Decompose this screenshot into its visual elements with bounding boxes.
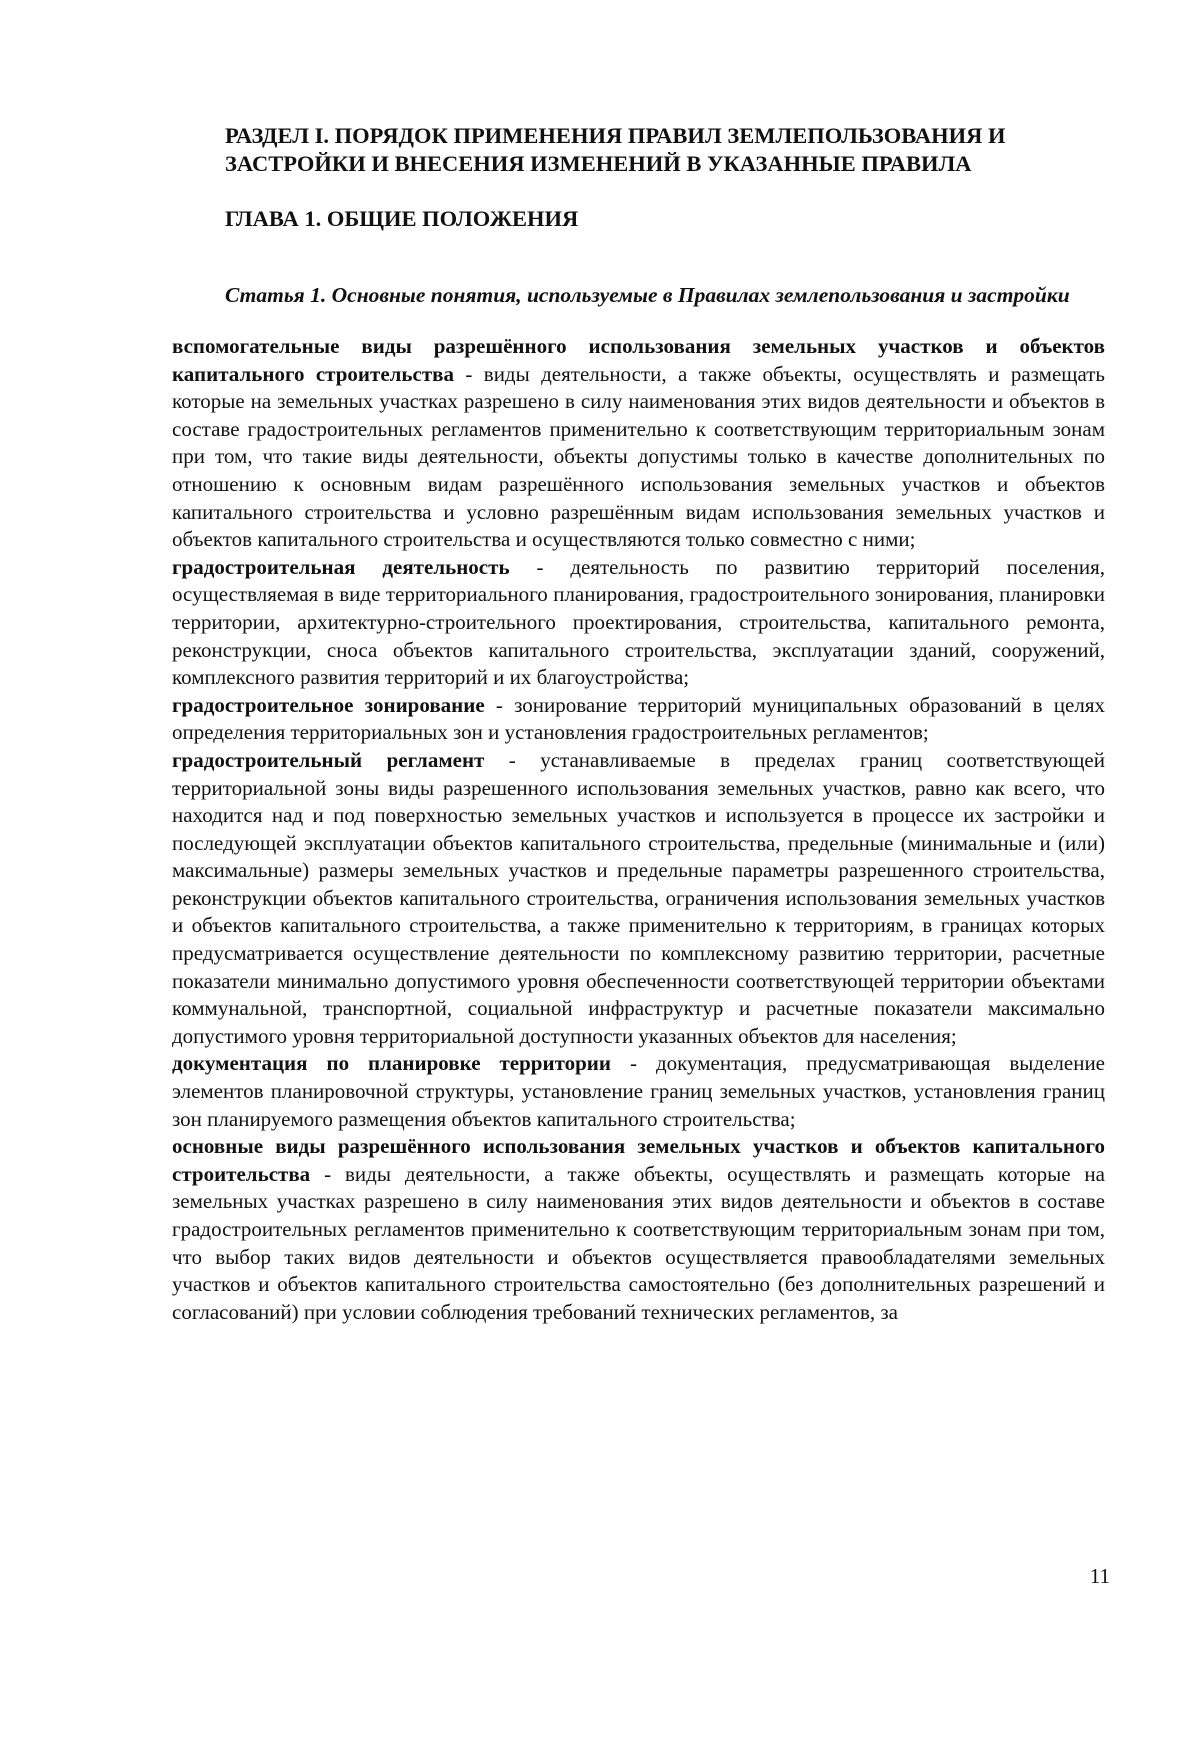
definition-paragraph (172, 747, 1105, 1051)
definition-paragraph (172, 554, 1105, 692)
chapter-heading: ГЛАВА 1. ОБЩИЕ ПОЛОЖЕНИЯ (225, 206, 579, 231)
definition-term: градостроительный регламент (172, 747, 485, 772)
definition-text: - документация, предусматривающая выделение элементов планировочной структуры, установление границ земельных участков, установления границ зон планируемого размещения объектов капитального строительства; (172, 1051, 1106, 1131)
definition-text: - зонирование территорий муниципальных образований в целях определения территориальных зон и установления градостроительных регламентов; (172, 692, 1105, 745)
definition-paragraph (172, 333, 1105, 554)
definition-text: - виды деятельности, а также объекты, осуществлять и размещать которые на земельных участках разрешено в силу наименования этих видов деятельности и объектов в составе градостроительных регламентов применительно к соответствующим территориальным зонам при том, что такие виды деятельности, объекты допустимы только в качестве дополнительных по отношению к основным видам разрешённого использования земельных участков и объектов капитального строительства и условно разрешённым видам использования земельных участков и объектов капитального строительства и осуществляются только совместно с ними; (172, 361, 1105, 552)
page-number: 11 (1089, 1564, 1110, 1588)
definition-term: вспомогательные виды разрешённого использования земельных участков и объектов капитального строительства (172, 334, 1105, 386)
definition-text: - устанавливаемые в пределах границ соответствующей территориальной зоны виды разрешенного использования земельных участков, равно как всего, что находится над и под поверхностью земельных участков и используется в процессе их застройки и последующей эксплуатации объектов капитального строительства, предельные (минимальные и (или) максимальные) размеры земельных участков и предельные параметры разрешенного строительства, реконструкции объектов капитального строительства, ограничения использования земельных участков и объектов капитального строительства, а также применительно к территориям, в границах которых предусматривается осуществление деятельности по комплексному развитию территории, расчетные показатели минимально допустимого уровня обеспеченности соответствующей территории объектами коммунальной, транспортной, социальной инфраструктур и расчетные показатели максимально допустимого уровня территориальной доступности указанных объектов для населения; (172, 747, 1105, 1048)
definition-paragraph (172, 1133, 1105, 1326)
definition-term: основные виды разрешённого использования земельных участков и объектов капитального строительства (172, 1134, 1105, 1186)
definition-term: документация по планировке территории (172, 1051, 612, 1076)
definition-paragraph (172, 1050, 1105, 1133)
definition-term: градостроительная деятельность (172, 554, 510, 579)
definition-term: градостроительное зонирование (172, 692, 485, 717)
definitions-list (172, 333, 1105, 1326)
definition-text: - виды деятельности, а также объекты, осуществлять и размещать которые на земельных участках разрешено в силу наименования этих видов деятельности и объектов в составе градостроительных регламентов применительно к соответствующим территориальным зонам при том, что выбор таких видов деятельности и объектов осуществляется правообладателями земельных участков и объектов капитального строительства самостоятельно (без дополнительных разрешений и согласований) при условии соблюдения требований технических регламентов, за (172, 1161, 1105, 1324)
definition-text: - деятельность по развитию территорий поселения, осуществляемая в виде территориального планирования, градостроительного зонирования, планировки территории, архитектурно-строительного проектирования, строительства, капитального ремонта, реконструкции, сноса объектов капитального строительства, эксплуатации зданий, сооружений, комплексного развития территорий и их благоустройства; (172, 554, 1105, 690)
article-heading: Статья 1. Основные понятия, используемые в Правилах землепользования и застройки (225, 283, 1070, 307)
section-heading: РАЗДЕЛ I. ПОРЯДОК ПРИМЕНЕНИЯ ПРАВИЛ ЗЕМЛЕПОЛЬЗОВАНИЯ И ЗАСТРОЙКИ И ВНЕСЕНИЯ ИЗМЕНЕНИЙ В УКАЗАННЫЕ ПРАВИЛА (225, 123, 1006, 176)
definition-paragraph (172, 692, 1105, 747)
